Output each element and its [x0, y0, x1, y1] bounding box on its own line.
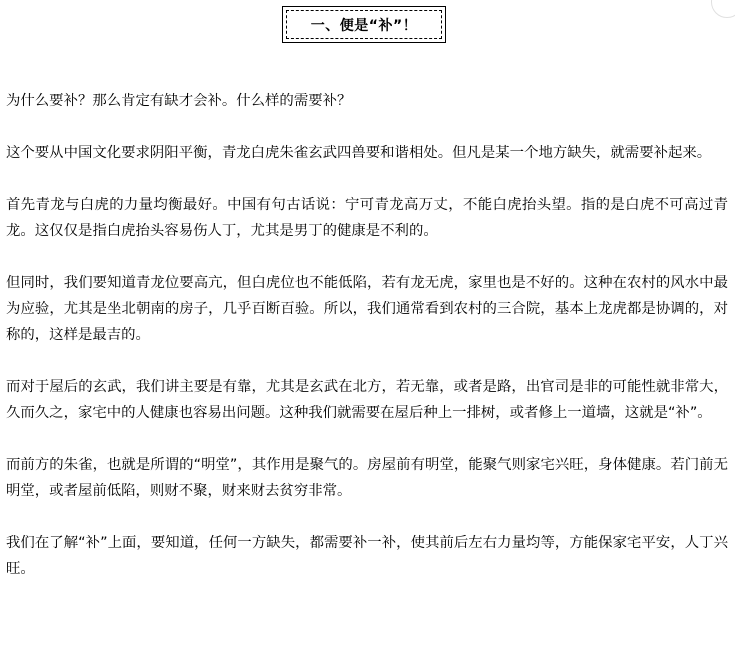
paragraph-7: 我们在了解“补”上面，要知道，任何一方缺失，都需要补一补，使其前后左右力量均等，方能保家宅平安，人丁兴旺。 — [6, 535, 728, 577]
body-text — [6, 88, 728, 608]
corner-button[interactable] — [711, 0, 735, 18]
section-title: 一、便是“补”！ — [310, 17, 418, 34]
paragraph-4: 但同时，我们要知道青龙位要高亢，但白虎位也不能低陷，若有龙无虎，家里也是不好的。这种在农村的风水中最为应验，尤其是坐北朝南的房子，几乎百断百验。所以，我们通常看到农村的三合院，基本上龙虎都是协调的，对称的，这样是最吉的。 — [6, 275, 728, 343]
paragraph-6: 而前方的朱雀，也就是所谓的“明堂”，其作用是聚气的。房屋前有明堂，能聚气则家宅兴旺，身体健康。若门前无明堂，或者屋前低陷，则财不聚，财来财去贫穷非常。 — [6, 457, 728, 499]
paragraph-2: 这个要从中国文化要求阴阳平衡，青龙白虎朱雀玄武四兽要和谐相处。但凡是某一个地方缺失，就需要补起来。 — [6, 145, 712, 161]
paragraph-3: 首先青龙与白虎的力量均衡最好。中国有句古话说：宁可青龙高万丈，不能白虎抬头望。指的是白虎不可高过青龙。这仅仅是指白虎抬头容易伤人丁，尤其是男丁的健康是不利的。 — [6, 197, 728, 239]
paragraph-5: 而对于屋后的玄武，我们讲主要是有靠，尤其是玄武在北方，若无靠，或者是路，出官司是非的可能性就非常大，久而久之，家宅中的人健康也容易出问题。这种我们就需要在屋后种上一排树，或者修上一道墙，这就是“补”。 — [6, 379, 728, 421]
title-inner-dashed-border — [286, 10, 442, 39]
title-box — [282, 6, 446, 43]
paragraph-1: 为什么要补？那么肯定有缺才会补。什么样的需要补？ — [6, 93, 352, 109]
